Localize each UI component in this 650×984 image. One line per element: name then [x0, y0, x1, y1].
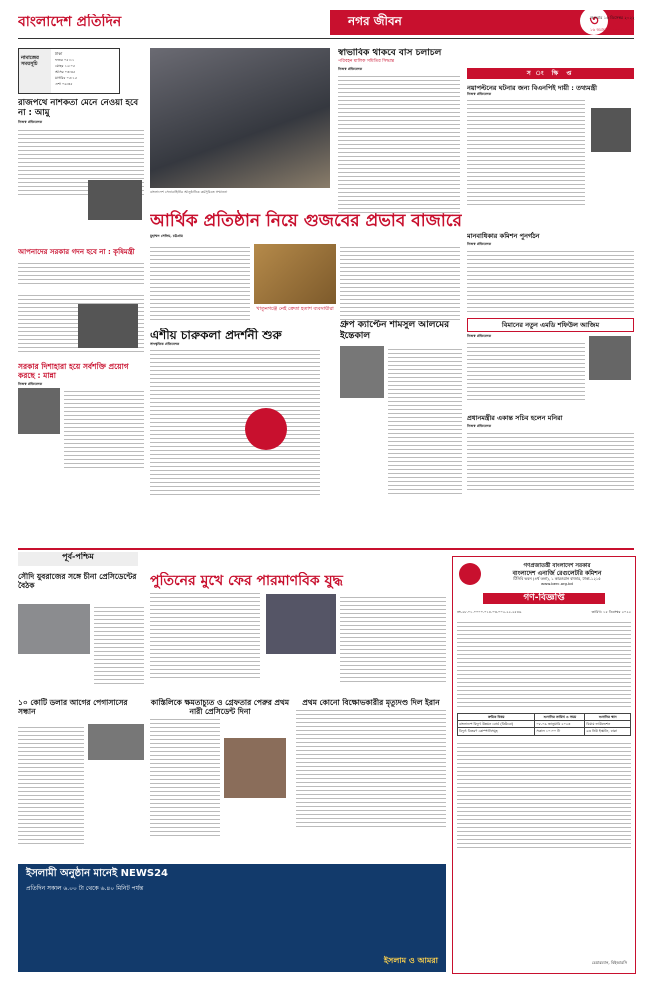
notice-footer: চেয়ারম্যান, বিইআরসি: [591, 960, 627, 965]
prayer-row: ফজর ০৫:১১: [55, 58, 75, 62]
sidebar: [467, 84, 634, 554]
byline: মুহাম্মদ সেলিম, চট্টগ্রাম: [150, 234, 183, 238]
body-text: [340, 244, 460, 320]
notice-date: তারিখ: ১৫ ডিসেম্বর ২০২২: [591, 610, 631, 615]
table-cell: বিয়াম ফাউন্ডেশন: [585, 720, 631, 727]
body-text: [150, 347, 320, 497]
prayer-row: আসর ০৩:৩৫: [55, 70, 76, 74]
article-saudi: [18, 572, 144, 692]
east-west-label: পূর্ব-পশ্চিম: [18, 552, 138, 566]
tv-advertisement: [18, 864, 446, 972]
section-bar: [330, 10, 634, 35]
article-amu: [18, 98, 144, 284]
prayer-row: মাগরিব ০৫:১৫: [55, 76, 78, 80]
body-text: [467, 430, 634, 490]
headline: এশীয় চারুকলা প্রদর্শনী শুরু: [150, 328, 282, 342]
body-text: [150, 590, 260, 680]
notice-title: গণ-বিজ্ঞপ্তি: [483, 593, 605, 604]
notice-memo: নং-২৮.০১.০০০০.০১৪.০৩.০০২.২২.২৫৪৬: [457, 610, 522, 615]
table-cell: ৬৩ নিউ ইস্কাটন, ঢাকা: [585, 728, 631, 735]
notice-web: www.berc.org.bd: [541, 581, 573, 587]
body-text: [18, 724, 84, 844]
article-peru: [150, 698, 290, 858]
banner-headline: আর্থিক প্রতিষ্ঠান নিয়ে গুজবের প্রভাব বাজারে: [150, 211, 462, 231]
notice-org: বাংলাদেশ এনার্জি রেগুলেটরি কমিশন: [512, 569, 602, 577]
table-row: [458, 728, 631, 735]
headline: সরকার দিশাহারা হয়ে সর্বশক্তি প্রয়োগ করছে : মান্না: [18, 362, 129, 380]
body-text: [150, 716, 220, 836]
headline: রাজপথে নাশকতা মেনে নেওয়া হবে না : আমু: [18, 98, 139, 118]
photo-caption: বাংলাদেশ সেনাবাহিনীর আনুষ্ঠানিক কর্মসূচিতে সম্মাননা: [150, 190, 228, 194]
body-text: [150, 244, 250, 320]
body-text: [467, 248, 634, 312]
table-cell: বাংলাদেশ বিদ্যুৎ উন্নয়ন বোর্ড (বিউবো): [458, 720, 535, 727]
headline: সৌদি যুবরাজের সঙ্গে চীনা প্রেসিডেন্টের বৈঠক: [18, 572, 137, 590]
article-pegasus: [18, 698, 144, 858]
date-bangla: ১৬ অগ্রহায়ণ ১৪২৯: [590, 27, 623, 32]
body-text: [467, 97, 585, 207]
portrait-photo: [589, 336, 631, 380]
byline: নিজস্ব প্রতিবেদক: [338, 66, 363, 71]
headline: প্রথম কোনো বিক্ষোভকারীর মৃত্যুদণ্ড দিল ইরান: [302, 698, 440, 707]
table-header: শুনানির স্থান: [585, 713, 631, 720]
section-rule: [18, 548, 634, 550]
article-asian-art: [150, 328, 320, 528]
notice-terms: [457, 740, 631, 850]
table-header: শুনানির তারিখ ও সময়: [535, 713, 585, 720]
byline: নিজস্ব প্রতিবেদক: [467, 424, 492, 428]
section-title: নগর জীবন: [348, 14, 402, 28]
notice-address: টিসিবি ভবন (৪র্থ তলা), ১ কারওয়ান বাজার, ঢাকা-১২১৫: [513, 576, 601, 582]
body-text: [296, 707, 446, 827]
article-iran: [296, 698, 446, 858]
table-header-row: [458, 713, 631, 720]
notice-body: [457, 619, 631, 709]
portrait-photo: [18, 388, 60, 434]
article-putin: [150, 572, 446, 690]
pegasus-photo: [88, 724, 144, 760]
headline: বিমানের নতুন এমডি শফিউল আজিম: [501, 321, 600, 329]
notice-table: [457, 713, 631, 736]
headline-box: [467, 318, 634, 332]
ad-title: ইসলামী অনুষ্ঠান মানেই NEWS24: [26, 868, 169, 879]
headline: আপনাদের সরকার গদন হবে না : কৃষিমন্ত্রী: [18, 248, 135, 256]
masthead-rule: [18, 38, 634, 39]
table-cell: সকাল ১০:০০ টা: [535, 728, 585, 735]
table-cell: ০৮-০৯ জানুয়ারি ২০২৩: [535, 720, 585, 727]
byline: নিজস্ব প্রতিবেদক: [18, 120, 43, 124]
date-english: শুক্রবার ১৬ ডিসেম্বর ২০২২: [590, 15, 635, 20]
banner-article: [150, 210, 462, 240]
portrait-photo: [340, 346, 384, 398]
byline: নিজস্ব প্রতিবেদক: [467, 334, 492, 338]
headline: কাস্তিলিকে ক্ষমতাচ্যুত ও গ্রেফতার পেরুর প্রথম নারী প্রেসিডেন্ট দিনা: [150, 698, 290, 716]
body-text: [64, 388, 144, 468]
headline: মানবাধিকার কমিশন পুনর্গঠন: [467, 232, 540, 240]
table-header: ক্রমিক বিষয়: [458, 713, 535, 720]
sidebar-header: স ং ক্ষি প্ত: [467, 68, 634, 79]
byline: নিজস্ব প্রতিবেদক: [467, 242, 492, 246]
emblem-icon: [459, 563, 481, 585]
prayer-row: যোহর ১২:০৫: [55, 64, 76, 68]
portrait-photo: [88, 180, 142, 220]
article-shamsul: [340, 320, 462, 540]
headline: নয়াপল্টনের ঘটনার জন্য বিএনপিই দায়ী : তথ্যমন্ত্রী: [467, 84, 598, 92]
main-photo: [150, 48, 330, 188]
article-manna: [18, 292, 144, 542]
body-text: [388, 346, 462, 496]
portrait-photo: [78, 304, 138, 348]
meeting-photo: [18, 604, 90, 654]
putin-photo: [266, 594, 336, 654]
headline: প্রধানমন্ত্রীর একান্ত সচিব হলেন মনিরা: [467, 414, 563, 422]
body-text: [338, 73, 460, 213]
notice-header: গণপ্রজাতন্ত্রী বাংলাদেশ সরকার: [523, 563, 591, 569]
headline: গ্রুপ ক্যাপ্টেন শামসুল আলমের ইন্তেকাল: [340, 320, 450, 341]
ad-footer: ইসলাম ও আমরা: [383, 956, 438, 965]
government-notice: [452, 556, 636, 974]
subheadline: পরিবহন মালিক সমিতির সিদ্ধান্ত: [338, 59, 395, 64]
body-text: [94, 604, 144, 684]
headline: ১০ কোটি ডলার আগের পেগাসাসের সন্ধান: [18, 698, 128, 716]
byline: নিজস্ব প্রতিবেদক: [467, 92, 492, 96]
prayer-city: ঢাকা: [55, 51, 63, 56]
page-number: ৩: [580, 10, 608, 35]
exhibition-logo: [245, 408, 287, 450]
portrait-photo: [591, 108, 631, 152]
headline: স্বাভাবিক থাকবে বাস চলাচল: [338, 48, 442, 58]
table-cell: বিদ্যুৎ বিতরণ কোম্পানিসমূহ: [458, 728, 535, 735]
table-row: [458, 720, 631, 727]
byline: সাংস্কৃতিক প্রতিবেদক: [150, 342, 180, 346]
spices-photo: [254, 244, 336, 304]
body-text: [467, 340, 585, 400]
prayer-rows: [55, 57, 77, 87]
headline: পুতিনের মুখে ফের পারমাণবিক যুদ্ধ: [150, 573, 343, 589]
photo-caption: খাতুনগঞ্জে নেই ক্রেতা হতাশ ব্যবসায়ীরা: [256, 306, 334, 312]
body-text: [340, 594, 446, 684]
prayer-label: নামাজের সময়সূচি: [19, 49, 51, 93]
article-bus: [338, 48, 460, 228]
masthead-logo: বাংলাদেশ প্রতিদিন: [18, 14, 122, 30]
ad-line: প্রতিদিন সকাল ৬.০০ টা থেকে ৬.৪০ মিনিট পর্যন্ত: [26, 884, 144, 892]
notice-memo-row: [453, 610, 635, 614]
peru-president-photo: [224, 738, 286, 798]
body-text: [18, 260, 144, 284]
prayer-row: এশা ০৬:৩৫: [55, 82, 73, 86]
prayer-times-box: [18, 48, 120, 94]
byline: নিজস্ব প্রতিবেদক: [18, 382, 43, 386]
